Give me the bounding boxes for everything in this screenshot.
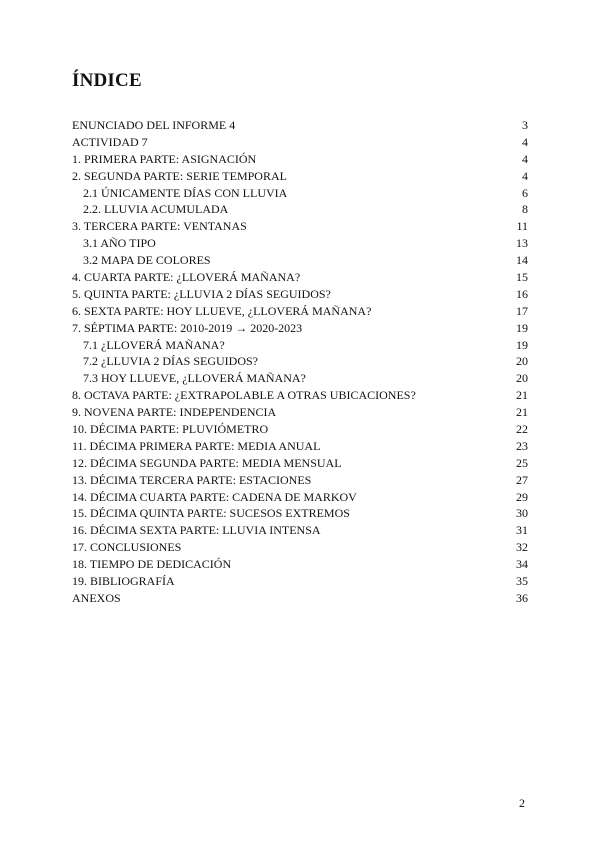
toc-entry-label: ACTIVIDAD 7: [72, 134, 148, 149]
toc-entry-label: 10. DÉCIMA PARTE: PLUVIÓMETRO: [72, 422, 269, 437]
toc-entry-page: 32: [516, 540, 528, 555]
toc-entry-label: 19. BIBLIOGRAFÍA: [72, 574, 175, 589]
toc-entry-page: 17: [516, 303, 528, 318]
toc-entry-label: 3.2 MAPA DE COLORES: [83, 253, 211, 268]
toc-entry[interactable]: [72, 337, 528, 354]
toc-entry-label: 7.1 ¿LLOVERÁ MAÑANA?: [83, 337, 225, 352]
page-title: ÍNDICE: [72, 70, 142, 91]
toc-entry-label: 1. PRIMERA PARTE: ASIGNACIÓN: [72, 151, 257, 166]
toc-entry-page: 21: [516, 388, 528, 403]
toc-entry-page: 27: [516, 472, 528, 487]
toc-entry-label: 2.2. LLUVIA ACUMULADA: [83, 202, 229, 217]
toc-entry-page: 20: [516, 371, 528, 386]
toc-entry-label: 9. NOVENA PARTE: INDEPENDENCIA: [72, 405, 277, 420]
toc-entry[interactable]: [72, 522, 528, 539]
toc-entry[interactable]: [72, 489, 528, 506]
toc-entry[interactable]: [72, 134, 528, 151]
toc-entry-page: 11: [516, 219, 528, 234]
toc-entry[interactable]: [72, 353, 528, 370]
toc-entry[interactable]: [72, 387, 528, 404]
toc-entry-page: 31: [516, 523, 528, 538]
toc-entry-label: ENUNCIADO DEL INFORME 4: [72, 118, 236, 132]
toc-entry[interactable]: [72, 151, 528, 168]
toc-entry[interactable]: [72, 201, 528, 218]
toc-entry-page: 19: [516, 320, 528, 335]
toc-entry-page: 35: [516, 574, 528, 589]
toc-entry-label: 13. DÉCIMA TERCERA PARTE: ESTACIONES: [72, 472, 312, 487]
toc-entry-label: 7.3 HOY LLUEVE, ¿LLOVERÁ MAÑANA?: [83, 371, 306, 386]
toc-entry[interactable]: [72, 404, 528, 421]
toc-entry-page: 15: [516, 270, 528, 285]
toc-entry-page: 13: [516, 236, 528, 251]
toc-entry[interactable]: [72, 235, 528, 252]
toc-entry[interactable]: [72, 438, 528, 455]
toc-entry-page: 36: [516, 590, 528, 605]
toc-entry-label: 11. DÉCIMA PRIMERA PARTE: MEDIA ANUAL: [72, 438, 321, 453]
toc-entry[interactable]: [72, 320, 528, 337]
toc-entry-page: 4: [522, 168, 528, 183]
toc-entry[interactable]: [72, 539, 528, 556]
toc-entry-label: 2.1 ÚNICAMENTE DÍAS CON LLUVIA: [83, 185, 288, 200]
toc-entry-page: 6: [522, 185, 528, 200]
toc-entry-label: 18. TIEMPO DE DEDICACIÓN: [72, 557, 232, 572]
toc-entry-label: 2. SEGUNDA PARTE: SERIE TEMPORAL: [72, 168, 287, 183]
toc-entry[interactable]: [72, 370, 528, 387]
toc-entry-page: 4: [522, 134, 528, 149]
toc-entry-page: 8: [522, 202, 528, 217]
toc-entry-label: 4. CUARTA PARTE: ¿LLOVERÁ MAÑANA?: [72, 270, 301, 285]
toc-entry-page: 21: [516, 405, 528, 420]
toc-entry-page: 3: [522, 118, 528, 132]
toc-entry-label: 5. QUINTA PARTE: ¿LLUVIA 2 DÍAS SEGUIDOS?: [72, 286, 331, 301]
toc-entry-page: 34: [516, 557, 528, 572]
toc-entry[interactable]: [72, 421, 528, 438]
toc-entry[interactable]: [72, 168, 528, 185]
toc-entry-label: 7. SÉPTIMA PARTE: 2010-2019 → 2020-2023: [72, 320, 303, 335]
toc-entry-page: 30: [516, 506, 528, 521]
toc-entry-page: 20: [516, 354, 528, 369]
toc-entry-page: 14: [516, 253, 528, 268]
toc-entry-page: 23: [516, 438, 528, 453]
toc-entry[interactable]: [72, 117, 528, 134]
toc-entry-label: 3. TERCERA PARTE: VENTANAS: [72, 219, 247, 234]
toc-entry-label: 8. OCTAVA PARTE: ¿EXTRAPOLABLE A OTRAS UBICACIONES?: [72, 388, 416, 403]
toc-entry-page: 4: [522, 151, 528, 166]
toc-entry-label: ANEXOS: [72, 590, 121, 605]
toc-entry-page: 25: [516, 455, 528, 470]
toc-entry[interactable]: [72, 286, 528, 303]
toc-entry-page: 16: [516, 286, 528, 301]
table-of-contents: [72, 117, 528, 607]
toc-entry[interactable]: [72, 269, 528, 286]
toc-entry-label: 7.2 ¿LLUVIA 2 DÍAS SEGUIDOS?: [83, 354, 258, 369]
toc-entry[interactable]: [72, 590, 528, 607]
toc-entry-page: 29: [516, 489, 528, 504]
toc-entry-label: 15. DÉCIMA QUINTA PARTE: SUCESOS EXTREMOS: [72, 506, 350, 521]
toc-entry[interactable]: [72, 455, 528, 472]
toc-entry-label: 6. SEXTA PARTE: HOY LLUEVE, ¿LLOVERÁ MAÑANA?: [72, 303, 372, 318]
toc-entry-page: 19: [516, 337, 528, 352]
toc-entry[interactable]: [72, 505, 528, 522]
toc-entry[interactable]: [72, 556, 528, 573]
toc-entry[interactable]: [72, 218, 528, 235]
toc-entry[interactable]: [72, 573, 528, 590]
toc-entry-label: 3.1 AÑO TIPO: [83, 236, 156, 251]
toc-entry-label: 17. CONCLUSIONES: [72, 540, 182, 555]
toc-entry[interactable]: [72, 252, 528, 269]
toc-entry[interactable]: [72, 472, 528, 489]
toc-entry-label: 14. DÉCIMA CUARTA PARTE: CADENA DE MARKOV: [72, 489, 357, 504]
page-number: 2: [519, 796, 525, 810]
toc-entry[interactable]: [72, 303, 528, 320]
toc-entry-label: 12. DÉCIMA SEGUNDA PARTE: MEDIA MENSUAL: [72, 455, 342, 470]
toc-entry-page: 22: [516, 422, 528, 437]
toc-entry-label: 16. DÉCIMA SEXTA PARTE: LLUVIA INTENSA: [72, 523, 321, 538]
toc-entry[interactable]: [72, 185, 528, 202]
